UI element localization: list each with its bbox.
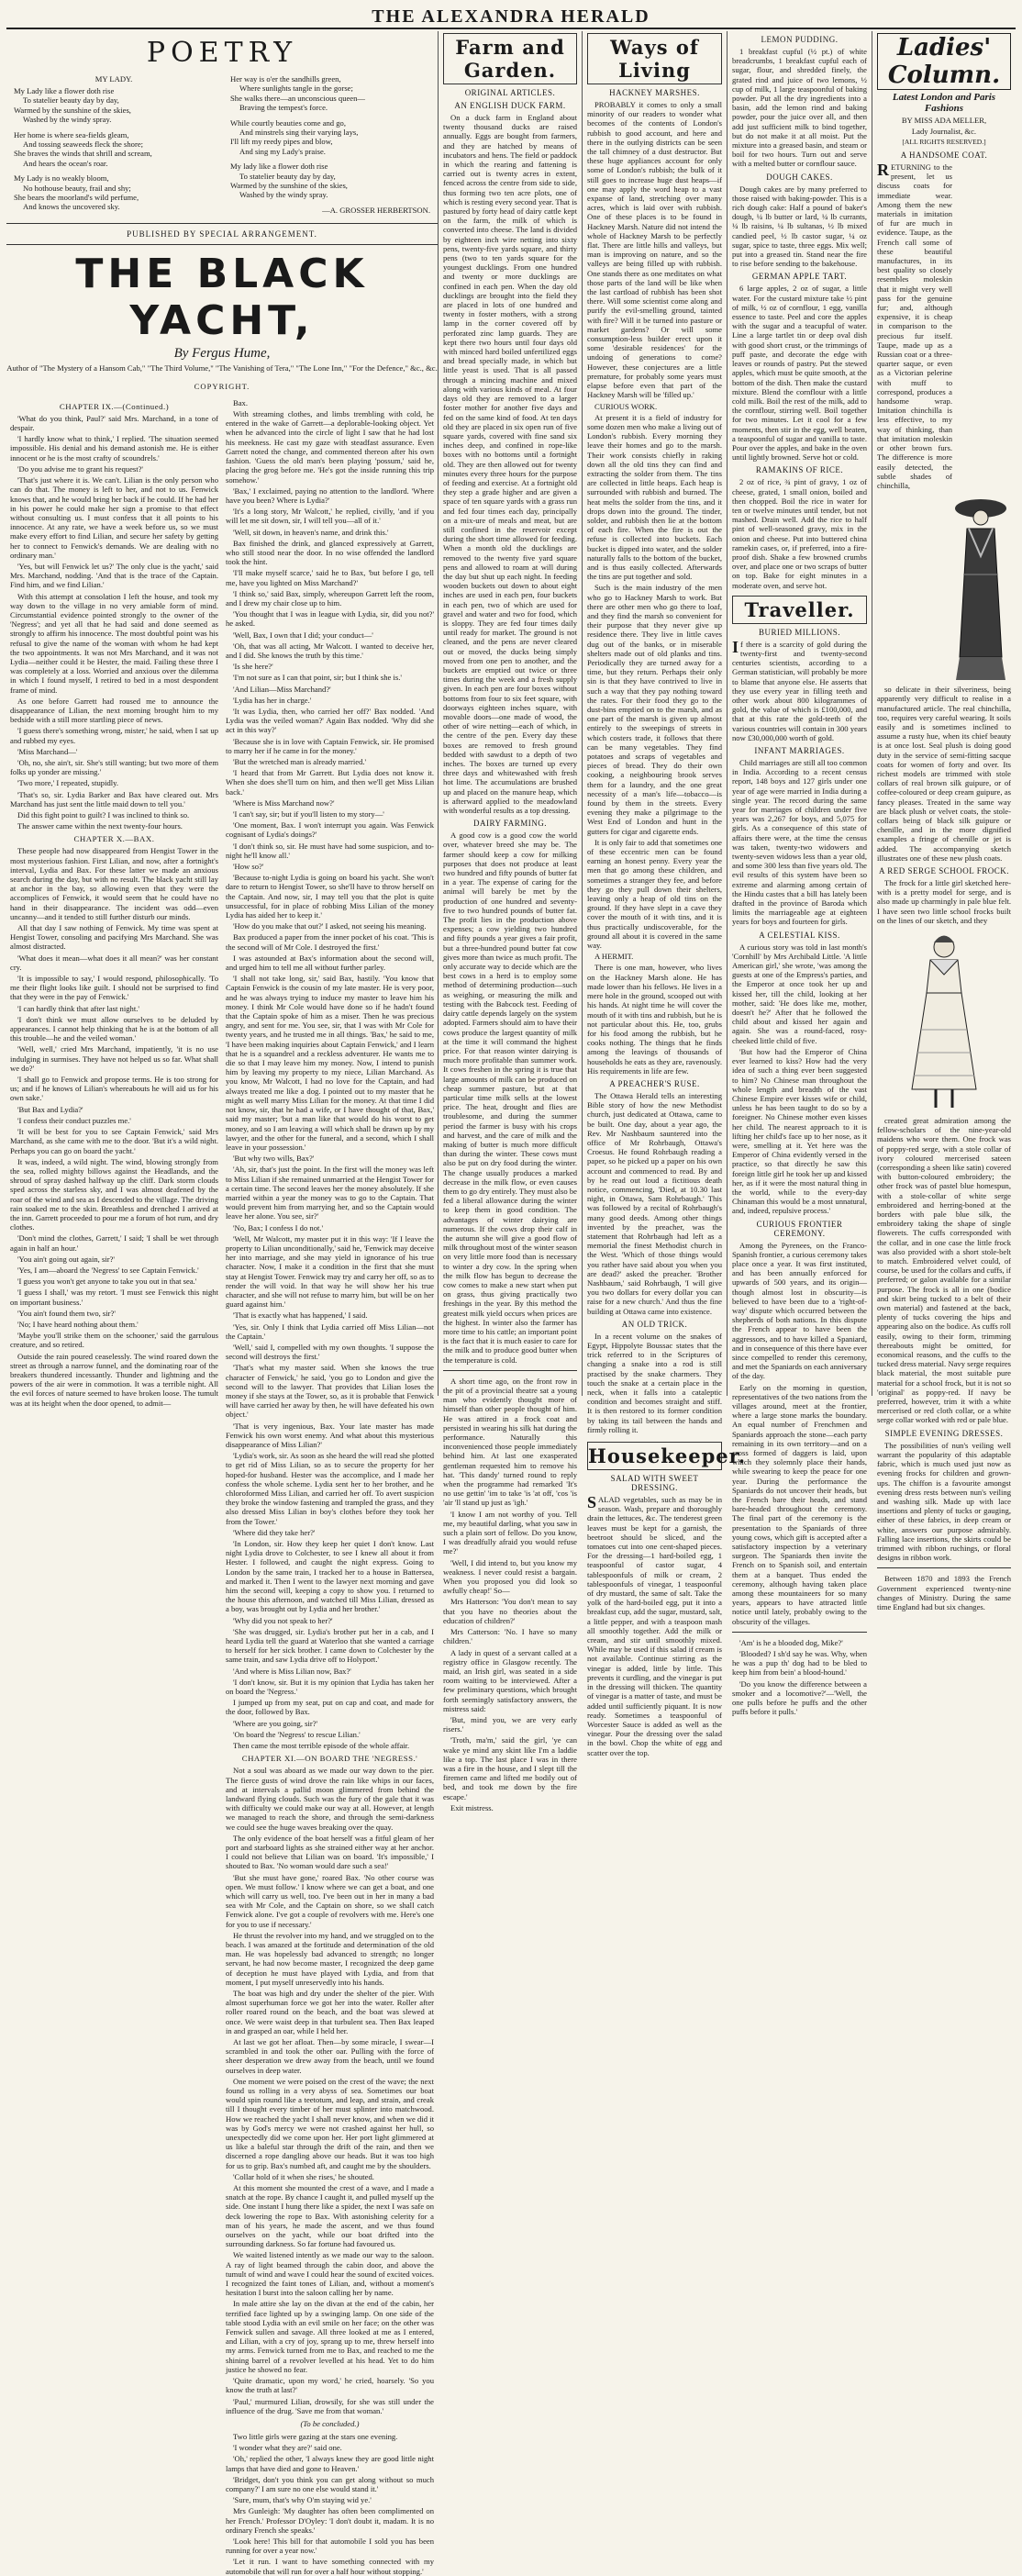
story-paragraph: These people had now disappeared from Hengist Tower in the most mysterious fashion. First Lilian, and now, after a fortnight's interval, Lydia and Bax. For these latter we made an anxious search during the day, but with no result. The black yacht still lay at anchor in the bay, so allowing even that they were the accomplices of Fenwick, it would seem that he could have no hand in their disappearance. The incident was odd—even uncanny—and it tended to still further disturb our minds. (10, 846, 218, 921)
joke-paragraph: Two little girls were gazing at the stars one evening. (233, 2431, 398, 2441)
joke-paragraph: 'Do you know the difference between a smoker and a locomotive?'—'Well, the one pulls before he puffs and the other puffs before it pulls.' (732, 1678, 867, 1717)
traveller-s2-title: INFANT MARRIAGES. (754, 746, 845, 755)
story-paragraph: 'I think so,' said Bax, simply, whereupon Garrett left the room, and I drew my chair close up to him. (226, 588, 434, 608)
story-paragraph: 'But why two wills, Bax?' (233, 1154, 315, 1164)
joke-paragraph: Exit mistress. (450, 1802, 494, 1812)
joke-paragraph: Mrs Catterson: 'No. I have so many children.' (443, 1627, 577, 1646)
story-paragraph: The boat was high and dry under the shelter of the pier. With almost superhuman force we got her into the water. Roller after roller roared round on the beach, and the boat was slewed at once. We were waist deep in that turbulent sea. Then Bax leaped in and grasped an oar, while I held her. (226, 1988, 434, 2035)
ladies-column (872, 31, 1016, 1611)
traveller-s3-title: A CELESTIAL KISS. (759, 930, 840, 940)
story-paragraph: 'I don't think so, sir. He must have had some suspicion, and to-night he'll know all.' (226, 841, 434, 860)
ladies-s3-title: SIMPLE EVENING DRESSES. (884, 1428, 1004, 1438)
poem-1-title: MY LADY. (94, 74, 133, 84)
ways-sub3: AN OLD TRICK. (621, 1319, 688, 1329)
poem-line: And tossing seaweeds fleck the shore; (23, 139, 144, 150)
joke-paragraph: 'But, mind you, we are very early risers.' (443, 1714, 577, 1734)
story-paragraph: We waited listened intently as we made our way to the saloon. A ray of light beamed through the cabin door, and above the tumult of wind and wave I could hear the sound of excited voices. I recognized the faint tones of Lilian, and, without a moment's hesitation I burst into the saloon calling her by name. (226, 2250, 434, 2298)
story-paragraph: 'Well,' said I, compelled with my own thoughts. 'I suppose the second will destroys the first.' (226, 1342, 434, 1362)
ladies-s4-body: Between 1870 and 1893 the French Government experienced twenty-nine changes of Ministry. During the same time England had but six changes. (877, 1574, 1011, 1611)
farm-paragraph: A good cow is a good cow the world over, whatever breed she may be. The farmer should keep a cow for milking purposes that does not produce at least two hundred and fifty pounds of butter fat in a year. The expense of caring for the animal will barely be met by the production of one hundred and seventy-five to two hundred pounds of butter fat. The profit lies in the production above expenses; a cow yielding two hundred and fifty pounds a year gives a fair profit, but a three-hundred pound butter fat cow gives more than twice as much profit. The only accurate way to decide which are the best cows in a herd is to employ some method of determining production—such as weighing, or measuring the milk and testing with the Babcock test. Feeding of dairy cattle depends largely on the system adopted. Farmers should aim to have their cows produce the largest quantity of milk at the time it will command the highest price. For that reason winter dairying is much more profitable than summer work. It cows freshen in the spring it is true that large amounts of milk can be produced on cheap summer pasture, but at that particular time milk sells at the lowest price. The heat, drought and flies are troublesome, and during the summer period the farmer is busy with his crops and harvest, and the care of milk and the making of butter is much more difficult than during the winter. These cows must also be put on dry food during the winter. The change usually produces a marked decrease in the milk flow, or even causes them to go dry entirely. They must also be fed a liberal allowance during the winter to keep them in good condition. The advantages of winter dairying are numerous. If the cows drop their calf in the autumn she will give a good flow of milk throughout most of the winter season on very little more food than is necessary to winter a dry cow. In the spring when the milk flow has begun to decrease the cow comes to make a new start when put on grass, thus giving practically two freshings in the year. By this method the greatest milk yield occurs when prices are the highest. In winter also the farmer has more time to his cattle; an important point is the fact that it is much easier to care for the milk and to produce good butter when the temperature is cold. (443, 831, 577, 1365)
recipes-list (732, 35, 867, 590)
poem-line: While courtly beauties come and go, (230, 117, 346, 128)
divider (6, 244, 438, 245)
traveller-s1-title: BURIED MILLIONS. (759, 627, 840, 637)
poem-stanza (230, 162, 430, 200)
story-paragraph: 'Bax,' I exclaimed, paying no attention to the landlord. 'Where have you been? Where is Lydia?' (226, 485, 434, 505)
story-paragraph: 'Maybe you'll strike them on the schooner,' said the garrulous creature, and so retired. (10, 1331, 218, 1350)
story-paragraph: 'Because she is in love with Captain Fenwick, sir. He promised to marry her if he came in for the money.' (226, 736, 434, 755)
housekeeper-section-title: Housekeeper. (587, 1442, 722, 1470)
story-paragraph: 'It's a long story, Mr Walcott,' he replied, civilly, 'and if you will let me sit down, sir, I will tell you—all of it.' (226, 507, 434, 526)
story-paragraph: 'Well, well,' cried Mrs Marchand, impatiently, 'it is no use indulging in surmises. They have not helped us so far. What shall we do?' (10, 1044, 218, 1073)
ladies-by-role: Lady Journalist, &c. (911, 127, 977, 136)
poem-line: Her way is o'er the sandhills green, (230, 74, 341, 84)
ladies-s1-body: RETURNING to the present, let us discuss coats for immediate wear. Among them the new materials in imitation of fur are much in evidence. Taupe, as the French call some of these beautiful manufactures, in its best quality so closely resembles moleskin that it might very well pass for the genuine fur; and, although expensive, it is cheap in comparison to the precious fur itself. Taupe, made up as a Russian coat or a three-quarter saque, or even as a Victorian pelerine with muff to correspond, produces a handsome wrap. Imitation chinchilla is less effective, to my way of thinking, than that imitation moleskin or other brown furs. The difference is more easily detected, the subtle shades of chinchilla, (877, 161, 952, 490)
ways-paragraph: In a recent volume on the snakes of Egypt, Hippolyte Boussac states that the trick referred to in the Scriptures of changing a snake into a rod is still practised by the snake charmers. They touch the snake at a certain place in the neck, when it falls into a cataleptic condition and becomes straight and stiff. It is then restored to its former condition by taking its tail between the hands and firmly rolling it. (587, 1331, 722, 1434)
story-paragraph: 'One moment, Bax. I won't interrupt you again. Was Fenwick cognisant of Lydia's doings?' (226, 820, 434, 840)
story-paragraph: 'Yes, sir. Only I think that Lydia carried off Miss Lilian—not the Captain.' (226, 1321, 434, 1341)
story-paragraph: 'Well, Bax, I own that I did; your conduct—' (233, 630, 373, 640)
story-paragraph: 'Paul,' murmured Lilian, drowsily, for she was still under the influence of the drug. 'Save me from that woman.' (226, 2396, 434, 2415)
poem-line: My lady like a flower doth rise (230, 162, 328, 172)
story-paragraph: 'You ain't found them two, sir?' (17, 1308, 116, 1318)
traveller-section-title: Traveller. (732, 596, 867, 624)
traveller-s4b-body: Early on the morning in question, representatives of the two nations from the villages around, meet at the frontier, where a large stone marks the boundary. An equal number of Frenchmen and Spaniards approach the stone—each party remaining in its own territory—and on a cross formed of daggers is laid, upon which they solemnly place their hands, while swearing to keep the peace for one year. During the performance the Spaniards do not uncover their heads, but the French bare their heads, and stand bare-headed throughout the ceremony. The final part of the ceremony is the presentation to the Spaniards of three young cows, which gift is accepted after a satisfactory inspection by a veterinary surgeon. The Spaniards then invite the French on to Spanish soil, and entertain them at a banquet. Thus ended the ceremony, although having taken place among these mountaineers for so many years, appears to have attracted little notice until lately, probably owing to the obscurity of the villages. (732, 1382, 868, 1626)
story-paragraph: 'Oh, that was all acting, Mr Walcott. I wanted to deceive her, and I did. She knows the truth by this time.' (226, 641, 434, 660)
poem-line: Washed by the windy spray. (23, 115, 112, 125)
housekeeper-article-title: SALAD WITH SWEET DRESSING. (610, 1474, 699, 1493)
story-paragraph: 'I don't know, sir. But it is my opinion that Lydia has taken her on board the 'Negress.' (226, 1677, 434, 1697)
story-column-2 (226, 397, 434, 2576)
story-paragraph: 'You ain't going out again, sir?' (17, 1254, 115, 1264)
ways-body3 (587, 1332, 722, 1434)
divider (732, 1632, 867, 1633)
serial-byline: By Fergus Hume, (173, 345, 271, 361)
story-paragraph: 'I guess there's something wrong, mister,' he said, when I sat up and rubbed my eyes. (10, 726, 218, 745)
story-paragraph: 'It is impossible to say,' I would respond, philosophically. 'To me their flight looks like guilt. I should not be surprised to find that they were in the pay of Fenwick.' (10, 974, 218, 1002)
poem-line: And minstrels sing their varying lays, (239, 128, 359, 138)
story-paragraph: 'Quite dramatic, upon my word,' he cried, hoarsely. 'So you know the truth at last?' (226, 2376, 434, 2395)
story-paragraph: With streaming clothes, and limbs trembling with cold, he entered in the wake of Garrett—a deplorable-looking object. Yet when he advanced into the circle of light I saw that he had lost his meekness. He cast my gaze with steadfast assurance. Even Garrett noted the change, and commented thereon after his own fashion. 'Guess the old man's been playing 'possum,' said he, placing the grog before me. 'He's got the inside running this trip somehow.' (226, 409, 434, 485)
traveller-s2-body: Child marriages are still all too common in India. According to a recent census report, 148 boys and 127 girls under one year of age were married in India during a single year. The record during the same year for marriages of children under five years was 2,267 for boys, and 5,075 for girls. As a consequence of this state of affairs there were, at the time the census was taken, twenty-two widowers and twenty-seven widows less than a year old, and some 300 less than five years old. The evil results of this system have been so extreme and alarming among certain of the Hindu castes that a bill has lately been drafted in the province of Baroda which limits the marriageable age at eighteen years for boys and fourteen for girls. (732, 758, 867, 927)
story-paragraph: I was astounded at Bax's information about the second will, and urged him to tell me all without further parley. (226, 953, 434, 973)
story-paragraph: 'That is very ingenious, Bax. Your late master has made Fenwick his own worst enemy. And what about this mysterious disappearance of Miss Lilian?' (226, 1421, 434, 1449)
story-paragraph: 'And where is Miss Lilian now, Bax?' (233, 1666, 351, 1676)
story-paragraph: 'But she must have gone,' roared Bax. 'No other course was open. We must follow.' I know where we can get a boat, and one which will carry us well, too. I've been out in her in many a bad sea with Mr Cole, and the Captain on shore, so we shall catch Fenwick alone. I've got a couple of revolvers with me. Here's one for you to use if necessary.' (226, 1872, 434, 1929)
story-paragraph: 'On board the 'Negress' to rescue Lilian.' (233, 1729, 361, 1739)
traveller-jokes (732, 1638, 867, 1717)
farm-article1-title: AN ENGLISH DUCK FARM. (454, 101, 566, 110)
story-paragraph: 'I hardly know what to think,' I replied. 'The situation seemed impossible. His denial and his demand astonish me. He is either innocent or he is the most crafty of scoundrels.' (10, 434, 218, 463)
story-paragraph: 'It was Lydia, then, who carried her off?' Bax nodded. 'And Lydia was the veiled woman?' Again Bax nodded. 'Why did she act in this way?' (226, 706, 434, 735)
story-paragraph: 'That's so, sir. Lydia Barker and Bax have cleared out. Mrs Marchand has just sent the little maid down to tell you.' (10, 789, 218, 808)
story-paragraph: Bax. (233, 397, 248, 407)
ways-paragraph: At present it is a field of industry for some dozen men who make a living out of London's rubbish. Every morning they leave their homes and go to the marsh. Their work consists chiefly in raking down all the old tins they can find and extracting the solder from them. The tins are collected in little heaps. Each heap is surrounded with rubbish and burned. The heat melts the solder from the tins, and it drops down into the ground. The tinder, solder, and rubbish then lie at the bottom of each fire. When the fire is out the refuse is collected into buckets. Each bucket is dipped into water, and the solder naturally falls to the bottom of the bucket, and is thus easily collected. Afterwards the tins are put together and sold. (587, 412, 722, 582)
poem-line: She bears the moorland's wild perfume, (14, 193, 139, 203)
ladies-tagline: Latest London and Paris Fashions (892, 92, 996, 114)
poem-line: Warmed by the sunshine of the skies, (230, 181, 348, 191)
story-paragraph: Outside the rain poured ceaselessly. The wind roared down the street as through a narrow funnel, and the dominating roar of the breakers thundered incessantly. Thunder and lightning and the powers of the air were in commotion. It was a terrible night. All the evil forces of nature seemed to have broken loose. The tumult was at its height when the door opened, to admit— (10, 1351, 218, 1408)
story-paragraph: All that day I saw nothing of Fenwick. My time was spent at Hengist Tower, consoling and pacifying Mrs Marchand. She was almost distracted. (10, 923, 218, 952)
ladies-s1-title: A HANDSOME COAT. (900, 151, 988, 160)
poem-line: I'll lift my reedy pipes and blow, (230, 137, 333, 147)
poems (6, 74, 438, 217)
serial-story (6, 397, 438, 2576)
jokes-text (226, 2432, 434, 2576)
joke-paragraph: Mrs Gunleigh: 'My daughter has often been complimented on her French.' Professor D'Oyley: 'I don't doubt it, madam. It is no ordinary French she speaks.' (226, 2506, 434, 2535)
poem-2-body (230, 74, 430, 200)
story-paragraph: 'Don't mind the clothes, Garrett,' I said; 'I shall be wet through again in half an hour.' (10, 1233, 218, 1253)
poem-2 (230, 74, 430, 217)
poem-line: Her home is where sea-fields gleam, (14, 129, 129, 139)
poem-1-body (14, 86, 214, 212)
chapter-10-heading: CHAPTER X.—BAX. (73, 834, 155, 844)
poem-2-author: —A. GROSSER HERBERTSON. (322, 205, 430, 215)
recipes-column (728, 31, 872, 1717)
poetry-title: POETRY (146, 37, 298, 69)
recipe-title: DOUGH CAKES. (766, 172, 833, 182)
story-paragraph: 'I can hardly think that after last night.' (17, 1003, 139, 1013)
recipe-body: 6 large apples, 2 oz of sugar, a little water. For the custard mixture take ½ pint of milk, ½ oz of cornflour, 1 egg, vanilla essence to taste. Peel and core the apples with the sugar and a teacupful of water. Line a large tartlet tin or deep oval dish with good short crust, or the trimmings of puff paste, and decorate the edge with leaves or rounds of pastry. Put the stewed apples, which must be quite smooth, at the bottom of the dish. Then make the custard mixture. Blend the cornflour with a little cold milk. Boil the rest of the milk, add to the cornflour, stirring well. Boil together for two minutes. Let it cool for a few moments, then stir in the egg, well beaten, a teaspoonful of sugar and vanilla to taste. Pour over the apples, and bake in the oven until lightly browned. Serve hot or cold. (732, 284, 867, 463)
recipe-body: 1 breakfast cupful (½ pt.) of white breadcrumbs, 1 breakfast cupful each of sugar, flour, and shredded finely, the grated rind and juice of two lemons, ½ cup of milk, 1 large teaspoonful of baking powder. Put all the dry ingredients into a basin, add the lemon rind and baking powder, pour the juice over all, and then add just sufficient milk to bind together, but do not make it at all moist. Put the mixture into a greased basin, and steam or boil for two hours. Turn out and serve with a melted butter or cornflour sauce. (732, 47, 867, 169)
ways-paragraph: Such is the main industry of the men who go to Hackney Marsh to work. But there are other men who go there to loaf, and they find the marsh so convenient for their purpose that they never give up residence there. They live in little caves dug out of the banks, or in miserable shelters made out of old planks and tins. Periodically they are turned away for a time, but they return. Perhaps their only sin is that they have contrived to live in such a way that they pay nothing toward the rates. For their food they go to the dust-bins emptied on to the marsh, and as one part of the marsh is given up almost entirely to the sweepings of streets in which costers trade, it follows that there can be many vegetables. They find potatoes and scraps of vegetables and pieces of bread. They do their own cooking, a neighbouring brook serves them for a laundry, and the one great necessity of a man's life—tobacco—is found by them in the streets. Every evening they make a pilgrimage to the West End of London and hunt in the gutters for cigar and cigarette ends. (587, 583, 722, 836)
divider (443, 1370, 577, 1371)
recipe-body: Dough cakes are by many preferred to those raised with baking-powder. This is a rich dough cake: Half a pound of baker's dough, ¼ lb butter or lard, ¼ lb currants, ¼ lb raisins, ¼ lb sultanas, ½ lb mixed candied peel, ½ lb castor sugar, ¼ oz sugar, spice to taste, three eggs. Mix well; put into a greased tin. Stand near the fire to rise before sending to the bakehouse. (732, 184, 867, 269)
story-paragraph: 'Collar hold of it when she rises,' he shouted. (233, 2171, 374, 2181)
ladies-by: BY MISS ADA MELLER, (901, 116, 987, 125)
joke-paragraph: 'I know I am not worthy of you. Tell me, my beautiful darling, what you saw in such a plain sort of fellow. Do you know, I was dreadfully afraid you would refuse me?' (443, 1509, 577, 1556)
story-paragraph: He thrust the revolver into my hand, and we struggled on to the beach. I was amazed at the fortitude and determination of the old man. He was hopelessly bad advanced to strength; no longer servant, he had now become master, I recognized the deep game of deception he must have played with Lydia, and from that moment, I put myself unreservedly into his hands. (226, 1930, 434, 1987)
story-paragraph: 'Yes, but will Fenwick let us?' The only clue is the yacht,' said Mrs. Marchand, nodding. 'And that is the trace of the Captain. Find him, and we find Lilian.' (10, 561, 218, 590)
joke-paragraph: 'Look here! This bill for that automobile I sold you has been running for over a year now.' (226, 2536, 434, 2556)
story-paragraph: 'Where did they take her?' (233, 1527, 316, 1537)
poem-line: No hothouse beauty, frail and shy; (23, 183, 131, 193)
ladies-s2-title: A RED SERGE SCHOOL FROCK. (879, 865, 1009, 875)
story-paragraph: With this attempt at consolation I left the house, and took my way down to the village in no very amiable form of mind. Circumstantial evidence pointed strongly to the owner of the 'Negress'; and yet all that he had said and done seemed as strongly to affirm his innocence. The most doubtful point was his refusal to give the name of the woman with whom he had kept the two appointments. It was not Mrs Marchand, and it was not Lydia—neither could it be Hester, the maid. Failing these three I was completely at a loss. Worried and anxious over the dilemma in which I found myself, I retired to bed in a most despondent frame of mind. (10, 591, 218, 695)
story-paragraph: Bax produced a paper from the inner pocket of his coat. 'This is the second will of Mr Cole. I destroyed the first.' (226, 932, 434, 952)
joke-paragraph: A short time ago, on the front row in the pit of a provincial theatre sat a young man who evidently thought more of himself than other people thought of him. He was attired in a frock coat and persisted in wearing his silk hat during the performance. Naturally this inconvenienced those people immediately behind him. At last one exasperated gentleman requested him to remove his hat. 'This dandy' turned round to reply when the programme had remarked 'It's no use gettin' 'im to take 'is 'at off, 'cos 'is 'air 'll stand up just as 'igh.' (443, 1376, 577, 1508)
recipe-title: RAMAKINS OF RICE. (755, 465, 844, 475)
farm-article2-title: DAIRY FARMING. (472, 819, 547, 829)
farm-paragraph: On a duck farm in England about twenty thousand ducks are raised annually. Eggs are bought from farmers, and they are hatched by means of incubators and hens. The field or paddock in which the rearing and fattening is carried out is twenty acres in extent, fenced across the centre from side to side, thus forming two ten acre plots, one of which is resting every second year. That is pastured by forty head of dairy cattle kept on the farm, the milk of which is converted into cheese. The land is divided by eighteen inch wire netting into sixty pens, twenty-five yards square, and thirty pens (two to ten yards square for the youngest ducklings. From one hundred and twenty or more ducklings are confined in each pen. When the day old ducklings are brought into the field they are placed in lots of one hundred and twenty in foster mothers, with a strong lamp in the corner covered off by perforated zinc lamp guards. They are kept there two hours until four days old with minced hard boiled unfertilized eggs and bread specially made, in which but little yeast is used. That is all passed through a mincing machine and mixed along with various kinds of meal. At four days old they are removed to a larger foster mother for another five days and fed on the same kind of food. At ten days old they are placed in six open run of five square yards, covered with fine sand six inches deep, and confined in rope-like boxes with no bottoms until a fortnight old. They are then allowed out for twenty minutes every three hours for the purpose of feeding and exercise. At a fortnight old they step a grade higher and are given a space of ten square yards with a grass run and fed four times each day, principally on a mix-ure of meals and meat, but are still confined in the reservoir except during the short time allowed for feeding. When a month old the ducklings are removed to the twenty five yard square pens and allowed to roam at will during the day but shut up each night. In feeding wooden buckets out down to about eight inches are used in each pen, four buckets in each pen, two of which are used for gravel and water and two for food, which is sloppy. They are fed four times daily until ready for market. The ground is not cleaned, and the pens are never cleared out or moved, the ducks being simply moved from one pen to another, and the buckets are emptied out twice or three times during the week and a fresh supply given. In each pen are four boxes without bottoms from four to six feet square, with doorways eighteen inches square, with movable doors—one made of wood, the other of wire netting—each of which, in the centre of the pen. Every day these boxes are removed to fresh ground bedded with sawdust to a depth of two inches. The boxes are turned up every three days and whitewashed with fresh hot lime. The accumulations are brushed up and placed on the manure heap, which is afterward applied to the meadowland with wonderful results as a top dressing. (443, 113, 577, 816)
joke-paragraph: 'Am' is he a blooded dog, Mike?' (739, 1637, 843, 1647)
joke-paragraph: Mrs Hatterson: 'You don't mean to say that you have no theories about the education of children?' (443, 1597, 577, 1625)
poem-line: To statelier beauty day by day, (23, 95, 119, 106)
story-paragraph: 'That's just where it is. We can't. Lilian is the only person who can do that. The money is left to her, and not to us. Fenwick knows that, and he would bring her back if he could. If he had her in his power he could make her sign a promise to that effect without consulting us. I must confess that it all points to his innocence. At any rate, we have a week before us, so we must make every effort to find Lilian, and secure her safety by getting her to connect to Fenwick's demands. We are dealing with no ordinary man.' (10, 475, 218, 560)
story-paragraph: 'I can't say, sir; but if you'll listen to my story—' (233, 809, 384, 819)
poem-line: Where sunlights tangle in the gorse; (239, 84, 353, 94)
story-paragraph: 'I confess their conduct puzzles me.' (17, 1115, 131, 1125)
masthead-title: THE ALEXANDRA HERALD (372, 6, 650, 27)
story-paragraph: 'Yes, I am—aboard the 'Negress' to see Captain Fenwick.' (17, 1265, 199, 1275)
story-paragraph: 'What does it mean—what does it all mean?' was her constant cry. (10, 953, 218, 972)
story-paragraph: 'That's what my master said. When she knows the true character of Fenwick,' he said, 'you go to London and give the second will to the lawyer. That provides that Lilian loses the money if she stays at the Tower, so, as it is probable that Fenwick will have carried her away by then, he will have defeated his own object.' (226, 1363, 434, 1420)
traveller-s4-title: CURIOUS FRONTIER CEREMONY. (756, 1219, 843, 1238)
story-paragraph: 'I don't think we must allow ourselves to be deluded by appearances. I cannot help thinking that he is at the bottom of all this trouble—he and the veiled woman.' (10, 1014, 218, 1043)
story-col2-text (226, 398, 434, 1750)
serial-area (6, 31, 438, 2576)
poem-line: She walks there—an unconscious queen— (230, 93, 366, 103)
poem-line: And knows the uncovered sky. (23, 202, 120, 212)
serial-copyright: COPYRIGHT. (194, 381, 250, 391)
divider (6, 223, 438, 224)
story-paragraph: 'How so?' (233, 862, 264, 872)
story-paragraph: As one before Garrett had roused me to announce the disappearance of Lilian, the next morning brought him to my bedside with a still more startling piece of news. (10, 696, 218, 725)
story-col1-text (10, 414, 218, 831)
poem-stanza (14, 86, 214, 125)
joke-paragraph: 'I wonder what they are?' said one. (233, 2443, 342, 2453)
divider (877, 1567, 1011, 1568)
recipe-title: LEMON PUDDING. (761, 35, 839, 44)
story-paragraph: 'That is exactly what has happened,' I said. (233, 1310, 368, 1321)
story-paragraph: 'She was drugged, sir. Lydia's brother put her in a cab, and I heard Lydia tell the guard at Waterloo that she wanted a carriage to herself for her sick brother. I came down to Colchester by the same train, and saw Lydia drive off to Holyport.' (226, 1626, 434, 1665)
farm-subtitle: ORIGINAL ARTICLES. (464, 88, 556, 97)
story-paragraph: In male attire she lay on the divan at the end of the cabin, her terrified face lighted up by a swinging lamp. On one side of the table stood Lydia with an evil smile on her face; on the other was Fenwick sullen and savage. All three looked at me as I entered, and Lilian, with a cry of joy, sprang up to me, threw herself into my arms. Fenwick turned from me to Bax, and reached to me the shining barrel of a revolver levelled at his head. Yet to do him justice he showed no fear. (226, 2299, 434, 2374)
story-paragraph: I jumped up from my seat, put on cap and coat, and made for the door, followed by Bax. (226, 1698, 434, 1717)
story-paragraph: 'Miss Marchand—' (17, 746, 78, 756)
story-paragraph: 'I guess I shall,' was my retort. 'I must see Fenwick this night on important business.' (10, 1288, 218, 1307)
ways-article-title: HACKNEY MARSHES. (609, 88, 700, 97)
story-paragraph: Not a soul was aboard as we made our way down to the pier. The fierce gusts of wind drove the rain like whips in our faces, and at intervals a pallid moon glimmered from behind the landward flying clouds. Such was the fury of the gale that it was with difficulty we could make our way at all. However, at length we managed to reach the shore, and through the semi-darkness we could see the huge waves breaking over the quay. (226, 1766, 434, 1832)
farm-section-title: Farm and Garden. (443, 33, 577, 84)
story-paragraph: 'Do you advise me to grant his request?' (17, 463, 143, 474)
traveller-s3b-body: 'But how had the Emperor of China ever learned to kiss? How had the very idea of such a thing ever been suggested to him? No Chinese man throughout the whole length and breadth of the vast Chinese Empire ever kisses wife or child, unless he has been taught to do so by a foreigner. No Chinese mother even kisses her child. The nearest approach to it is lifting her child's face up to her nose, as it were, smelling at it. Yet here was the Emperor of China evidently versed in the practice, so that directly he saw this foreign little girl he took her up and kissed her, as if it were the most natural thing in the world, while to the every-day Chinaman this would be a most unnatural, and, indeed, repulsive process.' (732, 1046, 867, 1216)
newspaper-page (6, 4, 1016, 2576)
story-paragraph: 'Because to-night Lydia is going on board his yacht. She won't dare to return to Hengist Tower, so she'll have to throw herself on the Captain. And now, sir, I may tell you that the plot is quite unsuccessful, for in place of robbing Miss Lilian of the money Lydia has aided her to keep it.' (226, 873, 434, 920)
ways-paragraph: It is only fair to add that sometimes one of these eccentric men can be found earning an honest penny. Every year the men that go among these children, and sometimes a stranger they fee, and before they go they pull down their shelters, leaving only a heap of old tins on the ground. If they have slept in a cave they cover the mouth of it with tins, and it is thus practically undiscoverable, for the ground all about it is covered in the same way. (587, 837, 722, 951)
story-paragraph: 'Where are you going, sir?' (233, 1718, 318, 1728)
ladies-rights: [ALL RIGHTS RESERVED.] (902, 138, 986, 146)
to-be-continued: (To be concluded.) (300, 2418, 360, 2428)
ladies-s1b-body: so delicate in their silveriness, being apparently very difficult to realise in a manufactured article. The real chinchilla, too, requires very careful wearing. It soils easily and is sometimes inclined to assume a rusty hue, when its chief beauty is at once lost. Seal plush is doing good duty in the service of semi-fitting sacque coats for women of forty and over. Its richest models are trimmed with stole collars of real brown silk guipure, or of coffee-coloured or deep cream guipure, as fancy pleases. Treated in the same way are black plush or velvet coats, the stole-collars being of black silk guipure or chenille, and in the more dignified examples a fringe of chenille or jet is added. The accompanying sketch illustrates one of these new plush coats. (877, 685, 1011, 863)
story-paragraph: 'I guess you won't get anyone to take you out in that sea.' (17, 1277, 197, 1287)
poem-stanza (14, 130, 214, 169)
joke-paragraph: 'Let it run. I want to have something connected with my automobile that will run for over a half hour without stopping.' (226, 2557, 434, 2576)
chapter-11-heading: CHAPTER XI.—ON BOARD THE 'NEGRESS.' (241, 1754, 418, 1764)
poem-line: My Lady like a flower doth rise (14, 86, 115, 95)
serial-author-of: Author of "The Mystery of a Hansom Cab," "The Third Volume," "The Vanishing of Tera," "The Lone Inn," "For the Defence," &c., &c. (6, 362, 438, 373)
poem-line: She braves the winds that shrill and scream, (14, 149, 152, 159)
coat-illustration (950, 492, 1011, 685)
masthead (6, 4, 1016, 29)
story-paragraph: 'You thought that I was in league with Lydia, sir, did you not?' he asked. (226, 609, 434, 629)
story-paragraph: 'It will be best for you to see Captain Fenwick,' said Mrs Marchand, as she came with me to the door. 'But it's a wild night. Perhaps you can go on board the yacht.' (10, 1127, 218, 1155)
story-col1b-text (10, 846, 218, 1407)
ways-paragraph: The Ottawa Herald tells an interesting Bible story of how the new Methodist church, just dedicated at Ottawa, came to be built. One day, about a year ago, the Rev. Mr Nashbaum sauntered into the office of Mr Rohrbaugh, Ottawa's Croesus. He found Rohrbaugh reading a paper, so he picked up a paper on his own account and commenced to read. By and by he read out loud a fictitious death notice, commencing, 'Died, at 10.30 last night, in Ottawa, Sam Rohrbaugh.' This was followed by a recital of Rohrbaugh's many good deeds. Among other things invented by the preacher, was the statement that Rohrbaugh had left as a memorial the finest Methodist church in the West. 'Which of those things would you rather have said about you when you are dead?' asked the preacher. 'Brother Nashbaum,' said Rohrbaugh, 'I will give you two dollars for every dollar you can raise for a new church.' And thus the fine building at Ottawa came into existence. (587, 1090, 722, 1316)
story-paragraph: 'Lydia has her in charge.' (233, 695, 312, 705)
story-paragraph: At last we got her afloat. Then—by some miracle, I swear—I scrambled in and took the other oar. Pulling with the force of sheer desperation we drew away from the beach, until we found ourselves in deep water. (226, 2036, 434, 2075)
ladies-s2b-body: created great admiration among the fellow-scholars of the nine-year-old maidens who wore them. One frock was of poppy-red serge, with a stole collar of ivory coloured mercerised sateen (corresponding a sheen like satin) covered with button-coloured embroidery; the other frock was of pastel blue homespun, with a stole-collar of white serge embroidered and herring-boned at the borders with pale blue silk, the embroidery taking the shape of single flowerets. The cuffs corresponded with the collar, and in one case the little frock was also provided with a short stole-belt to match. Embroidered velvet could, of course, be used for the collars and cuffs, if preferred; or galon available for a similar purpose. The frock is all in one (bodice and skirt being tucked to a belt of their own material) and fastened at the back, plenty of tucks covering the hips and appearing also on the bodice. As cuffs roll easily, owing to their form, trimming thereabouts might be omitted, for economical reasons, and the cuffs to the tucked dress material. Navy serge requires black material, the most suitable pure material for a school frock, but it is not so 'original' as poppy-red. If navy be preferred, however, trim it with a white mercerised or red cloth collar, or a white serge collar worked with red or pale blue. (877, 1115, 1011, 1425)
story-paragraph: 'What do you think, Paul?' said Mrs. Marchand, in a tone of despair. (10, 413, 218, 433)
poem-line: Washed by the windy spray. (239, 190, 328, 200)
columns (6, 31, 1016, 2576)
story-paragraph: The only evidence of the boat herself was a fitful gleam of her port and starboard lights as she strained either way at her anchor. I could not believe that Lilian was on board. 'It's impossible,' I shouted to Bax. 'No woman would dare such a sea!' (226, 1833, 434, 1871)
story-paragraph: 'Is she here?' (233, 662, 273, 672)
ways-paragraph: A HERMIT. (594, 952, 634, 962)
story-paragraph: 'No, Bax; I confess I do not.' (233, 1222, 324, 1232)
story-paragraph: 'No; I have heard nothing about them.' (17, 1319, 139, 1329)
story-paragraph: 'I shall not take long, sir,' said Bax, hastily. 'You know that Captain Fenwick is the cousin of my late master. He is very poor, and he was always trying to induce my master to leave him his money. I think Mr Cole would have done so if he hadn't found that the Captain spoke of him as a miser. Then he was precious angry, and sent for me. You see, sir, that I was with Mr Cole for twenty years, and he trusted me in all things. 'Bax,' he said to me, 'I have been making inquiries about Captain Fenwick,' and I learn that he is a squandrel and a reckless adventurer. He wants me to die so that I may leave him my money. Now, I intend to punish him by leaving my property to my niece, Lilian Marchand. As you know, Mr Walcott, I had no love for the Captain, and had always treated me like a dog. I pointed out to my master that he might as well marry Miss Lilian for the money. At that time I did not know, sir, that he had a wife, or I have thought of that, Bax,' said my master; 'but a man like that would do his worst to get money, and so I am leaving a will which shall be drawn up by my lawyer, and the other for the funeral, and a second, which I shall leave in your possession.' (226, 974, 434, 1152)
joke-paragraph: 'Troth, ma'm,' said the girl, 'ye can wake ye mind any skint like I'm a laddie like a top. The last place I was in there was a fire in the house, and I slept till the firemen came and lifted me bodily out of bed, and took me down by the fire escape.' (443, 1735, 577, 1801)
story-paragraph: 'Why did you not speak to her?' (233, 1615, 333, 1625)
recipe-body: 2 oz of rice, ¾ pint of gravy, 1 oz of cheese, grated, 1 small onion, boiled and then chopped. Boil the rice in water for ten or twelve minutes until tender, but not mashed. Drain well. Add the rice to half pint of well-seasoned gravy, mix in the onion and cheese. Put into buttered china ramekin cases, or, if preferred, into a fire-proof dish. Shake a few browned crumbs over, and place one or two scraps of butter on top. Bake for eight minutes in a moderate oven, and serve hot. (732, 477, 867, 590)
poem-line: And sing my Lady's praise. (239, 146, 326, 156)
joke-paragraph: 'Oh,' replied the other, 'I always knew they are good little night lamps that have died and gone to Heaven.' (226, 2454, 434, 2473)
farm-jokes (443, 1377, 577, 1812)
ladies-section-title: Ladies' Column. (877, 33, 1011, 90)
story-paragraph: 'Where is Miss Marchand now?' (233, 797, 335, 808)
joke-paragraph: 'Well, I did intend to, but you know my weakness. I never could resist a bargain. When you proposed you did look so awfully cheap!' So— (443, 1557, 577, 1596)
story-column-1 (10, 398, 218, 1463)
farm-article1-body (443, 113, 577, 815)
poem-line: To statelier beauty day by day, (239, 171, 336, 181)
story-paragraph: 'But the wretched man is already married.' (233, 756, 367, 766)
story-paragraph: 'In London, sir. How they keep her quiet I don't know. Last night Lydia drove to Colchester, to see I knew all about it from Hester. I followed, and caught the night express. Going to London by the same train, I tracked her to a house in Battersea, and marked it. Then I went to the lawyer next morning and gave him the second will, keeping a copy to show you. I returned to the house this afternoon, and watched till Miss Lilian, dressed as a boy, was brought out by Lydia and her brother.' (226, 1539, 434, 1614)
joke-paragraph: 'Bridget, don't you think you can get along without so much company?' I am sure no one else would stand it.' (226, 2474, 434, 2493)
story-paragraph: 'Well, Mr Walcott, my master put it in this way: 'If I leave the property to Lilian unconditionally,' said he, 'Fenwick may deceive her into marriage, and she may yield in ignorance of his true character. Now, I make it a condition in the first that she must stay at Hengist Tower. Fenwick may try and carry her off, so as to render the will void. In that way he will show her his true character, and she will not refuse to marry him, but will be on her guard against him.' (226, 1233, 434, 1310)
story-paragraph: Did this fight point to guilt? I was inclined to think so. (17, 810, 190, 820)
published-note: PUBLISHED BY SPECIAL ARRANGEMENT. (127, 229, 317, 239)
ways-paragraph: CURIOUS WORK. (594, 401, 658, 411)
story-paragraph: 'But Bax and Lydia?' (17, 1104, 83, 1114)
poem-line: Warmed by the sunshine of the skies, (14, 105, 131, 115)
poem-stanza (14, 173, 214, 212)
chapter-9-heading: CHAPTER IX.—(Continued.) (59, 401, 170, 411)
story-paragraph: Bax finished the drink, and glanced expressively at Garrett, who still stood near the door. In no wise offended the landlord took the hint. (226, 538, 434, 567)
farm-article2-body (443, 831, 577, 1365)
housekeeper-body: SALAD vegetables, such as may be in season. Wash, prepare and thoroughly drain the lettuces, &c. The tenderest green leaves must be kept for a garnish, the beetroot should be sliced, and the tomatoes cut into one cent-shaped pieces. For the dressing—1 hard-boiled egg, 1 teaspoonful of castor sugar, 4 tablespoonfuls of milk or cream, 2 tablespoonfuls of vinegar, 1 teaspoonful of dry mustard, the same of salt. Take the yolk of the hard-boiled egg, put it into a breakfast cup, add the sugar, mustard, salt, a little pepper, and with a teaspoon mash all smoothly together. Add the milk or cream, and stir until smoothly mixed. While may be used if this salad if cream is not available. Continue stirring as the vinegar is added, little by little. This prevents it curdling, and the vinegar is put in the dressing will thicken. The quantity of vinegar is a matter of taste, and must be added until sufficiently piquant. It is now ready. Sometimes a teaspoonful of Worcester Sauce is added as well as the vinegar. Pour the dressing over the salad in the bowl. Chop the white of egg and scatter over the top. (587, 1493, 722, 1757)
traveller-s4-body: Among the Pyrenees, on the Franco-Spanish frontier, a curious ceremony takes place once a year. It was first instituted, and has been annually enforced for upwards of 500 years, and its origin—though almost lost in obscurity—is believed to have been due to a 'right-of-way' dispute which occurred between the shepherds of both nations. In this dispute the French appear to have been the aggressors, and to have killed a Spaniard, and in consequence of this there have ever since compelled to render this ceremony, and met the Spaniards on each anniversary of the day. (732, 1240, 867, 1381)
story-paragraph: 'Well, sit down, in heaven's name, and drink this.' (233, 527, 389, 537)
story-paragraph: 'Lydia's work, sir. As soon as she heard the will read she plotted to get rid of Miss Lilian, so as to secure the property for her hoped-for husband. Hester was the accomplice, and I made her confess the whole scheme. Lydia sent her to her brother, and he chloroformed Miss Lilian, and carried her off. To avert suspicion they broke the window fastening and trampled the grass, and they also dressed Miss Lilian in boy's clothes before they took her from the Tower.' (226, 1451, 434, 1526)
ways-paragraph: PROBABLY it comes to only a small minority of our readers to wonder what becomes of the contents of London's rubbish to good account, and here and there in the outlying districts can be seen the tall chimney of a dust destructor. But these huge appliances account for only some of London's rubbish; the bulk of it still goes to increase huge dust heaps—if one may apply the word heap to a vast expanse of land, stretching over many acres, which is laid over with rubbish. One of these places is to be found in Hackney Marsh. Nature did not intend the whole of Hackney Marsh to be perfectly flat. There are little hills and valleys, but man is improving on nature, and so the valleys are being filled up with rubbish. One stands there as one meditates on what those parts of the land will be like when the last cartload of rubbish has been shot there. Will some scientist come along and purify the evil-smelling ground, tainted with fire? Will it be turned into pasture or market gardens? Or will some consumption-less builder erect upon it some 'desirable residences' for the undoing of generations to come? However, these conjectures are a little premature, for probably some years must elapse before even that part of the Hackney Marsh will be 'filled up.' (587, 100, 722, 400)
story-paragraph: At this moment she mounted the crest of a wave, and I made a snatch at the rope. By chance I caught it, and pulled myself up the side. One instant I hung there like a spider, the next I was safe on deck lowering the rope to Bax. With astonishing celerity for a man of his years, he made the ascent, and we thus found ourselves on the yacht, while our boat drifted into the surrounding darkness. So far fortune had favoured us. (226, 2183, 434, 2249)
poem-stanza (230, 118, 430, 157)
poem-1 (14, 74, 214, 217)
joke-paragraph: 'Blooded? I sh'd say he was. Why, when he was a pup th' dog had to be bled to keep him from bein' a blood-hound.' (732, 1649, 867, 1678)
story-paragraph: 'I'm not sure as I can that point, sir; but I think she is.' (233, 673, 402, 683)
serial-title: THE BLACK YACHT, (75, 250, 369, 344)
poem-line: My Lady is no weakly bloom, (14, 173, 109, 184)
story-paragraph: 'I heard that from Mr Garrett. But Lydia does not know it. When she does she'll turn on him, and then we'll get Miss Lilian back.' (226, 768, 434, 797)
ways-column (583, 31, 747, 1757)
story-paragraph: 'Oh, no, she ain't, sir. She's still wanting; but two more of them folks up yonder are missing.' (10, 757, 218, 777)
recipe-title: GERMAN APPLE TART. (751, 272, 848, 282)
story-paragraph: One moment we were poised on the crest of the wave; the next found us rolling in a very abyss of sea. Sometimes our boat would spin round like a teetotum, and leap, and strain, and creak till I thought every timber of her must splinter into matchwood. How we reached the yacht I shall never know, and when we did it was by God's mercy we were not crashed against her hull, so unexpectedly did we come upon her. Her port light glimmered at us like a baleful star through the drift of the rain, and then we discerned a rope dangling above our heads. But it was too high for us to grip. Bax's numbed aft, and caught me by the shoulders. (226, 2076, 434, 2170)
ways-sub2: A PREACHER'S RUSE. (609, 1078, 700, 1088)
ways-paragraph: There is one man, however, who lives on the Hackney Marsh alone. He has made lower than his fellows. He lives in a mere hole in the ground, scooped out with his hands. At night time he will cover the mouth of it with tins and rubbish, but he is not particular about this. He, too, grubs for his food among the rubbish, but he cooks nothing. The things that he finds among the leavings of thousands of households he eats as they are, ravenously. His requirements in life are few. (587, 963, 722, 1076)
story-paragraph: Then came the most terrible episode of the whole affair. (233, 1741, 410, 1751)
traveller-s1-body: If there is a scarcity of gold during the twenty-first and twenty-second centuries scientists, according to a German statistician, will probably be more to blame that anyone else. He asserts that they use every year in filling teeth and other work about 800 kilogrammes of gold, the value of which is £100,000, and that at this rate the gold-teeth of the various countries will contain in 300 years now £30,000,000 worth of gold. (732, 637, 868, 742)
story-paragraph: 'I'll make myself scarce,' said he to Bax, 'but before I go, tell me, have you lighted on Miss Marchand?' (226, 568, 434, 587)
school-frock-illustration (903, 929, 985, 1112)
poem-stanza (230, 74, 430, 113)
farm-column (438, 31, 583, 1812)
story-col2b-text (226, 1766, 434, 2415)
poem-line: Braving the tempest's force. (239, 103, 328, 113)
story-paragraph: 'And Lilian—Miss Marchand?' (233, 684, 331, 694)
ways-section-title: Ways of Living (587, 33, 722, 84)
poem-line: And hears the ocean's roar. (23, 158, 108, 168)
story-paragraph: 'Ah, sir, that's just the point. In the first will the money was left to Miss Lilian if she remained unmarried at the Hengist Tower for a certain time. The second leaves her the money absolutely. If she married within a year the money was to go to the Captain. That would prevent him from marrying her, and so the Captain would leave her alone. You see, sir?' (226, 1165, 434, 1221)
ladies-s2-body: The frock for a little girl sketched here-with is a pretty model for serge, and is also made up charmingly in pale blue felt. I have seen two little school frocks built on the lines of our sketch, and they (877, 877, 1011, 925)
ladies-s3-body: The possibilities of nun's veiling well warrant the popularity of this adaptable fabric, which is much used just now as evening frocks for children and grown-ups. The chiffon is a favourite amongst evening dress rests between nun's veiling and washing silk. Made up with lace insertions and plenty of tucks or gauging, either of these fabrics, in deep cream or white, answers our purpose admirably. Falling lace insertions, the skirts could be trimmed with ribbon ruchings, or floral designs in ribbon work. (877, 1440, 1011, 1563)
ways-body2 (587, 1091, 722, 1316)
ways-body (587, 100, 722, 1076)
story-paragraph: 'Two more,' I repeated, stupidly. (17, 778, 119, 788)
joke-paragraph: A lady in quest of a servant called at a registry office in Glasgow recently. The maid, an Irish girl, was seated in a side room waiting to be interviewed. After a few preliminary questions, which brought forth seemingly satisfactory answers, the mistress said: (443, 1647, 577, 1713)
joke-paragraph: 'Sure, mum, that's why O'm staying wid ye.' (233, 2495, 372, 2505)
traveller-s3-body: A curious story was told in last month's 'Cornhill' by Mrs Archibald Little. 'A little American girl,' she wrote, 'was among the guests at one of the Empress's parties, and the Emperor at once took her up and kissed her, till the child, looking at her mother, said: 'He does like me, mother, doesn't he?' After that he followed the child about and kissed her again and again. She was a round-faced, rosy-cheeked little child of five. (732, 942, 867, 1045)
story-paragraph: 'How do you make that out?' I asked, not seeing his meaning. (233, 921, 427, 931)
story-paragraph: The answer came within the next twenty-four hours. (17, 821, 183, 831)
story-paragraph: It was, indeed, a wild night. The wind, blowing strongly from the sea, rolled mighty billows against the Headlands, and the shroud of spray dashed halfway up the cliff. Dark storm clouds sped across the starless sky, and I was almost deafened by the roar of the wind and sea as I descended to the village. The driving rain soaked me to the skin. Breathless and drenched I arrived at the inn. Garrett proceeded to pour me a forum of hot rum, and dry clothes. (10, 1156, 218, 1232)
story-paragraph: 'I shall go to Fenwick and propose terms. He is too strong for us; and if he knows of Lilian's whereabouts he will aid us for his own sake.' (10, 1075, 218, 1103)
